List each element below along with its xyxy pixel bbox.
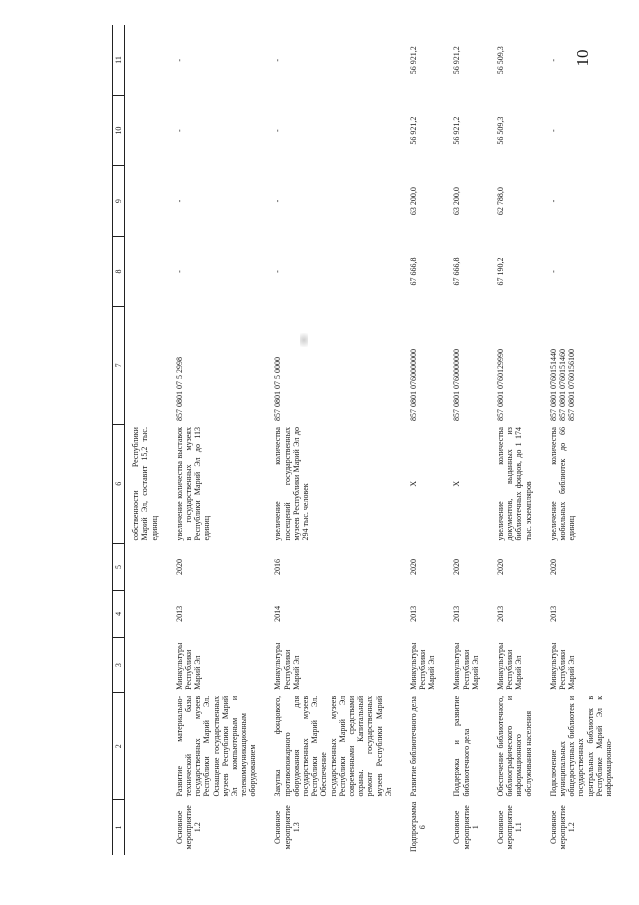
cell-amount-10: - (174, 129, 184, 133)
program-table (112, 25, 623, 855)
cell-amount-11: 56 509,3 (496, 46, 505, 75)
cell-amount-10: - (548, 129, 558, 133)
cell-result: X (408, 480, 418, 487)
col-number-6: 6 (113, 424, 125, 543)
cell-name: Закупка фондового, противопожарного оборудования для государственных музеев Республики Марий Эл. Обеспечение государственных музеев Республики Марий Эл современными средствами охраны. Капитальный ремонт государственных музеев Республики Марий Эл (273, 695, 393, 797)
cell-amount-8: - (174, 270, 184, 273)
cell-amount-8: 67 666,8 (452, 257, 462, 286)
cell-result: увеличение количества посещений государственных музеев Республики Марий Эл до 294 тыс. человек (273, 427, 310, 541)
cell-end-year: 2020 (452, 558, 462, 575)
col-number-3: 3 (113, 637, 125, 692)
cell-end-year: 2020 (174, 558, 184, 575)
cell-start-year: 2014 (273, 605, 283, 622)
cell-start-year: 2013 (548, 605, 558, 622)
col-number-9: 9 (113, 166, 125, 236)
col-number-1: 1 (113, 800, 125, 855)
cell-amount-11: - (174, 58, 184, 62)
cell-name: Подключение муниципальных общедоступных библиотек и государственных центральных библиотек в Республике Марий Эл к информационно- (548, 695, 613, 797)
table-row (543, 25, 623, 855)
col-number-2: 2 (113, 693, 125, 800)
cell-amount-10: 56 509,3 (496, 116, 505, 145)
cell-executor: Минкультуры Республики Марий Эл (496, 642, 524, 690)
cell-amount-9: - (548, 199, 558, 203)
table-row (169, 25, 268, 855)
cell-amount-11: 56 921,2 (408, 46, 418, 75)
cell-executor: Минкультуры Республики Марий Эл (452, 642, 480, 690)
col-number-11: 11 (113, 25, 125, 95)
cell-amount-8: 67 666,8 (408, 257, 418, 286)
cell-status: Основное мероприятие 1.2 (174, 805, 203, 850)
table-row-carry-over (125, 25, 169, 855)
cell-end-year: 2020 (548, 558, 558, 575)
cell-start-year: 2013 (174, 605, 184, 622)
cell-amount-8: - (548, 270, 558, 273)
carry-over-result-text: собственности Республики Марий Эл, составит 15,2 тыс. единиц (131, 427, 159, 541)
col-number-8: 8 (113, 236, 125, 306)
cell-budget-code: 857 0801 0760000000 (452, 349, 462, 422)
cell-end-year: 2020 (408, 558, 418, 575)
table-row (267, 25, 402, 855)
cell-amount-11: - (273, 58, 283, 62)
cell-name: Развитие библиотечного дела (408, 696, 418, 797)
cell-executor: Минкультуры Республики Марий Эл (408, 642, 437, 690)
col-number-5: 5 (113, 544, 125, 591)
col-number-4: 4 (113, 590, 125, 637)
cell-budget-code: 857 0801 07 5 2998 (174, 357, 184, 422)
cell-budget-code: 857 0801 07 5 0000 (273, 357, 283, 422)
cell-end-year: 2020 (496, 558, 505, 575)
cell-budget-code: 857 0801 0760129990 (496, 349, 505, 422)
cell-status: Основное мероприятие 1.2 (548, 805, 577, 850)
cell-budget-code: 857 0801 0760151460 (557, 349, 567, 422)
cell-budget-code: 857 0801 0760156100 (567, 349, 577, 422)
cell-name: Развитие материально-технической базы государственных музеев Республики Марий Эл. Оснащение государственных музеев Республики Марий Эл компьютерным и телекоммуникационным оборудованием (174, 695, 258, 797)
cell-start-year: 2013 (408, 605, 418, 622)
cell-amount-9: - (273, 199, 283, 203)
cell-result: увеличение количества мобильных библиотек до 66 единиц (548, 427, 577, 541)
cell-executor: Минкультуры Республики Марий Эл (273, 642, 301, 690)
cell-status: Основное мероприятие 1.1 (496, 805, 524, 850)
cell-amount-10: 56 921,2 (452, 116, 462, 145)
cell-budget-code: 857 0801 0760000000 (408, 349, 418, 422)
column-number-row (113, 25, 125, 855)
cell-start-year: 2013 (496, 605, 505, 622)
cell-executor: Минкультуры Республики Марий Эл (174, 642, 203, 690)
cell-executor: Минкультуры Республики Марий Эл (548, 642, 577, 690)
cell-budget-code: 857 0801 0760151440 (548, 349, 558, 422)
cell-amount-8: 67 190,2 (496, 257, 505, 286)
cell-amount-10: 56 921,2 (408, 116, 418, 145)
cell-result: увеличение количества документов, выданных из библиотечных фондов, до 1 174 тыс. экземпляров (496, 427, 533, 541)
cell-name: Поддержка и развитие библиотечного дела (452, 695, 471, 797)
cell-amount-11: 56 921,2 (452, 46, 462, 75)
cell-amount-9: - (174, 199, 184, 203)
cell-start-year: 2013 (452, 605, 462, 622)
page-number: 10 (573, 49, 592, 67)
cell-amount-10: - (273, 129, 283, 133)
cell-amount-11: - (548, 58, 558, 62)
table-row (446, 25, 490, 855)
cell-amount-8: - (273, 270, 283, 273)
cell-name: Обеспечение библиотечного, библиографического и информационного обслуживания населения (496, 695, 533, 797)
cell-amount-9: 63 200,0 (452, 187, 462, 216)
col-number-10: 10 (113, 95, 125, 165)
cell-status: Основное мероприятие 1 (452, 805, 480, 850)
table-row (403, 25, 447, 855)
cell-end-year: 2016 (273, 558, 283, 575)
cell-status: Основное мероприятие 1.3 (273, 805, 301, 850)
table-rotator (112, 25, 613, 855)
cell-status: Подпрограмма 6 (408, 801, 428, 852)
cell-result: увеличение количества выставок в государственных музеях Республики Марий Эл до 113 единиц (174, 427, 212, 541)
cell-result: X (452, 480, 462, 487)
col-number-7: 7 (113, 307, 125, 424)
cell-amount-9: 62 788,0 (496, 187, 505, 216)
cell-amount-9: 63 200,0 (408, 187, 418, 216)
table-row (490, 25, 543, 855)
